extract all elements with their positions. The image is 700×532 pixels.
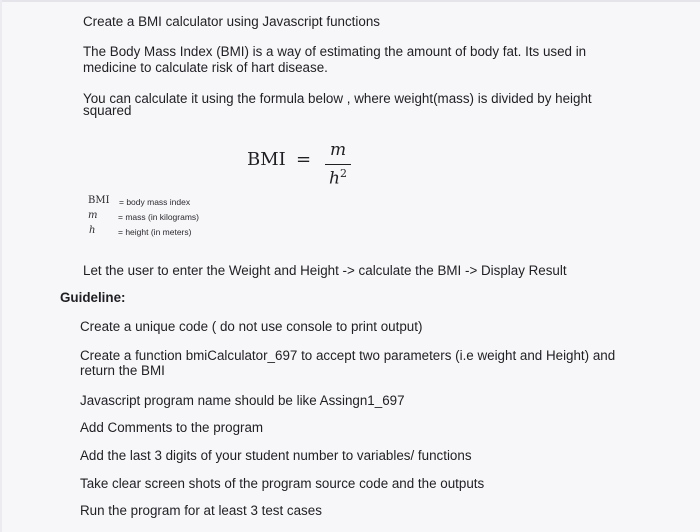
formula-denominator (327, 167, 349, 189)
legend-desc-h: = height (in meters) (118, 227, 192, 237)
formula-equals: = (296, 149, 312, 170)
guideline-item-continued: return the BMI (80, 363, 165, 378)
guideline-heading: Guideline: (60, 290, 126, 305)
document-title: Create a BMI calculator using Javascript functions (83, 14, 380, 29)
legend-symbol-m: m (88, 210, 98, 221)
guideline-item: Create a unique code ( do not use console to print output) (80, 319, 423, 334)
legend-desc-bmi: = body mass index (119, 197, 191, 207)
formula-numerator: m (329, 140, 347, 160)
instruction-text: Let the user to enter the Weight and Height -> calculate the BMI -> Display Result (83, 263, 567, 278)
legend-symbol-h: h (89, 225, 96, 236)
top-border (0, 0, 700, 2)
fraction-bar (325, 164, 351, 165)
left-border (0, 0, 2, 532)
formula-legend (88, 196, 228, 242)
intro-line-2: medicine to calculate risk of hart disease. (83, 60, 328, 75)
legend-symbol-bmi: BMI (88, 195, 110, 206)
formula-intro-line-2: squared (83, 103, 132, 118)
denominator-exponent: 2 (339, 167, 347, 180)
formula-lhs: BMI (247, 149, 286, 170)
guideline-item: Run the program for at least 3 test cases (80, 503, 322, 518)
legend-desc-m: = mass (in kilograms) (118, 212, 200, 222)
guideline-item: Create a function bmiCalculator_697 to accept two parameters (i.e weight and Height) and (80, 348, 616, 363)
guideline-item: Add the last 3 digits of your student number to variables/ functions (80, 448, 472, 463)
formula-intro-line-1: You can calculate it using the formula below , where weight(mass) is divided by height (83, 91, 592, 106)
guideline-item: Take clear screen shots of the program source code and the outputs (80, 476, 485, 491)
intro-line-1: The Body Mass Index (BMI) is a way of estimating the amount of body fat. Its used in (83, 44, 587, 59)
guideline-item: Add Comments to the program (80, 420, 264, 435)
bmi-formula (247, 140, 357, 192)
denominator-variable: h (329, 168, 340, 189)
guideline-item: Javascript program name should be like Assingn1_697 (80, 393, 405, 408)
